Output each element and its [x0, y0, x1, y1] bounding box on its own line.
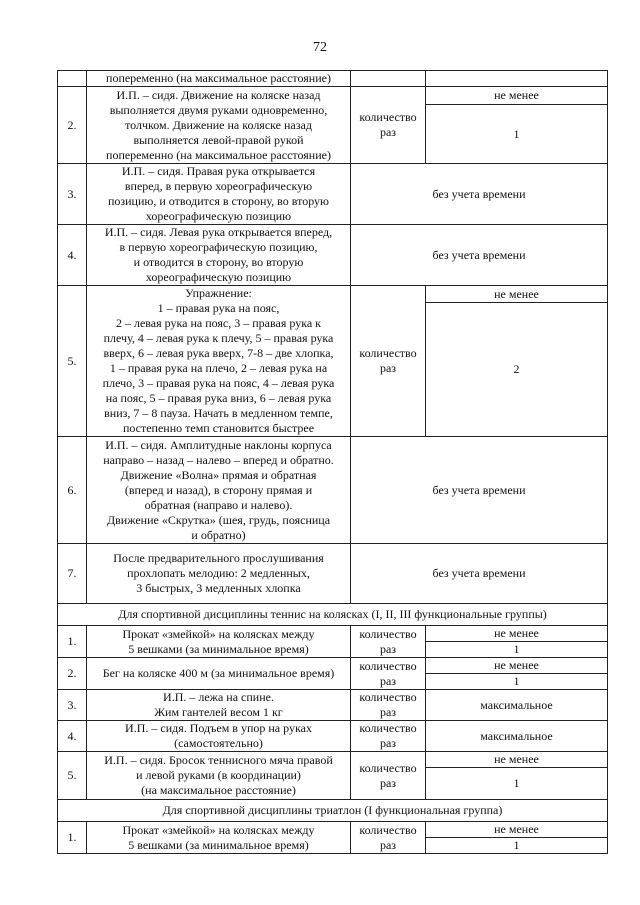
row-number: 2.	[58, 658, 87, 690]
table-row	[58, 822, 608, 838]
section-title: Для спортивной дисциплины триатлон (I функциональная группа)	[58, 800, 608, 822]
unit-label: количество раз	[351, 286, 426, 437]
exercise-description: И.П. – сидя. Амплитудные наклоны корпуса направо – назад – налево – вперед и обратно. Движение «Волна» прямая и обратная (вперед и назад), в сторону прямая и обратная (направо и налево). Движение «Скрутка» (шея, грудь, поясница и обратно)	[87, 437, 351, 544]
unit-label: количество раз	[351, 87, 426, 164]
exercise-description: И.П. – лежа на спине. Жим гантелей весом 1 кг	[87, 690, 351, 721]
table-row	[58, 286, 608, 303]
norm-value: 1	[426, 674, 608, 690]
norm-label: не менее	[426, 87, 608, 105]
exercise-description: После предварительного прослушивания прохлопать мелодию: 2 медленных, 3 быстрых, 3 медленных хлопка	[87, 544, 351, 604]
section-header	[58, 604, 608, 626]
norm-value: 1	[426, 642, 608, 658]
row-number: 3.	[58, 690, 87, 721]
table-row	[58, 690, 608, 721]
norm-value: без учета времени	[351, 225, 608, 286]
norm-value: максимальное	[426, 721, 608, 752]
norm-label: не менее	[426, 822, 608, 838]
page-number: 72	[313, 40, 327, 55]
norm-label: не менее	[426, 752, 608, 768]
row-number: 5.	[58, 752, 87, 800]
row-number: 4.	[58, 721, 87, 752]
table-row	[58, 164, 608, 225]
exercise-description: И.П. – сидя. Движение на коляске назад выполняется двумя руками одновременно, толчком. Движение на коляске назад выполняется левой-правой рукой попеременно (на максимальное расстояние)	[87, 87, 351, 164]
table-row	[58, 225, 608, 286]
unit-label: количество раз	[351, 752, 426, 800]
norm-value: 1	[426, 105, 608, 164]
section-header	[58, 800, 608, 822]
exercise-description: И.П. – сидя. Подъем в упор на руках (самостоятельно)	[87, 721, 351, 752]
exercise-description: Прокат «змейкой» на колясках между 5 вешками (за минимальное время)	[87, 626, 351, 658]
exercise-description: Бег на коляске 400 м (за минимальное время)	[87, 658, 351, 690]
exercise-description: попеременно (на максимальное расстояние)	[87, 71, 351, 87]
row-number: 3.	[58, 164, 87, 225]
exercise-description: И.П. – сидя. Бросок теннисного мяча правой и левой руками (в координации) (на максимальное расстояние)	[87, 752, 351, 800]
unit-label: количество раз	[351, 721, 426, 752]
row-number: 1.	[58, 822, 87, 854]
table-row	[58, 437, 608, 544]
unit-label: количество раз	[351, 658, 426, 690]
table-row	[58, 544, 608, 604]
norm-label: не менее	[426, 286, 608, 303]
norm-value: без учета времени	[351, 164, 608, 225]
table-row	[58, 626, 608, 642]
table-row	[58, 658, 608, 674]
row-number: 5.	[58, 286, 87, 437]
unit-label: количество раз	[351, 822, 426, 854]
norm-value: 1	[426, 838, 608, 854]
exercise-description: Упражнение: 1 – правая рука на пояс, 2 – левая рука на пояс, 3 – правая рука к плечу, 4 – левая рука к плечу, 5 – правая рука вверх, 6 – левая рука вверх, 7-8 – две хлопка, 1 – правая рука на плечо, 2 – левая рука на плечо, 3 – правая рука на пояс, 4 – левая рука на пояс, 5 – правая рука вниз, 6 – левая рука вниз, 7 – 8 пауза. Начать в медленном темпе, постепенно темп становится быстрее	[87, 286, 351, 437]
row-number: 4.	[58, 225, 87, 286]
unit-label: количество раз	[351, 690, 426, 721]
table-row	[58, 87, 608, 105]
norm-label: не менее	[426, 626, 608, 642]
row-number: 7.	[58, 544, 87, 604]
table-row	[58, 752, 608, 768]
norm-value: без учета времени	[351, 544, 608, 604]
exercise-description: И.П. – сидя. Правая рука открывается вперед, в первую хореографическую позицию, и отводится в сторону, во вторую хореографическую позицию	[87, 164, 351, 225]
row-number: 1.	[58, 626, 87, 658]
norm-value: 2	[426, 303, 608, 437]
norm-label: не менее	[426, 658, 608, 674]
row-number: 6.	[58, 437, 87, 544]
norm-value: максимальное	[426, 690, 608, 721]
unit-label: количество раз	[351, 626, 426, 658]
table-row	[58, 71, 608, 87]
exercise-description: И.П. – сидя. Левая рука открывается вперед, в первую хореографическую позицию, и отводится в сторону, во вторую хореографическую позицию	[87, 225, 351, 286]
table-row	[58, 721, 608, 752]
row-number: 2.	[58, 87, 87, 164]
norm-value: 1	[426, 768, 608, 800]
section-title: Для спортивной дисциплины теннис на колясках (I, II, III функциональные группы)	[58, 604, 608, 626]
norms-table	[57, 70, 608, 854]
exercise-description: Прокат «змейкой» на колясках между 5 вешками (за минимальное время)	[87, 822, 351, 854]
norm-value: без учета времени	[351, 437, 608, 544]
